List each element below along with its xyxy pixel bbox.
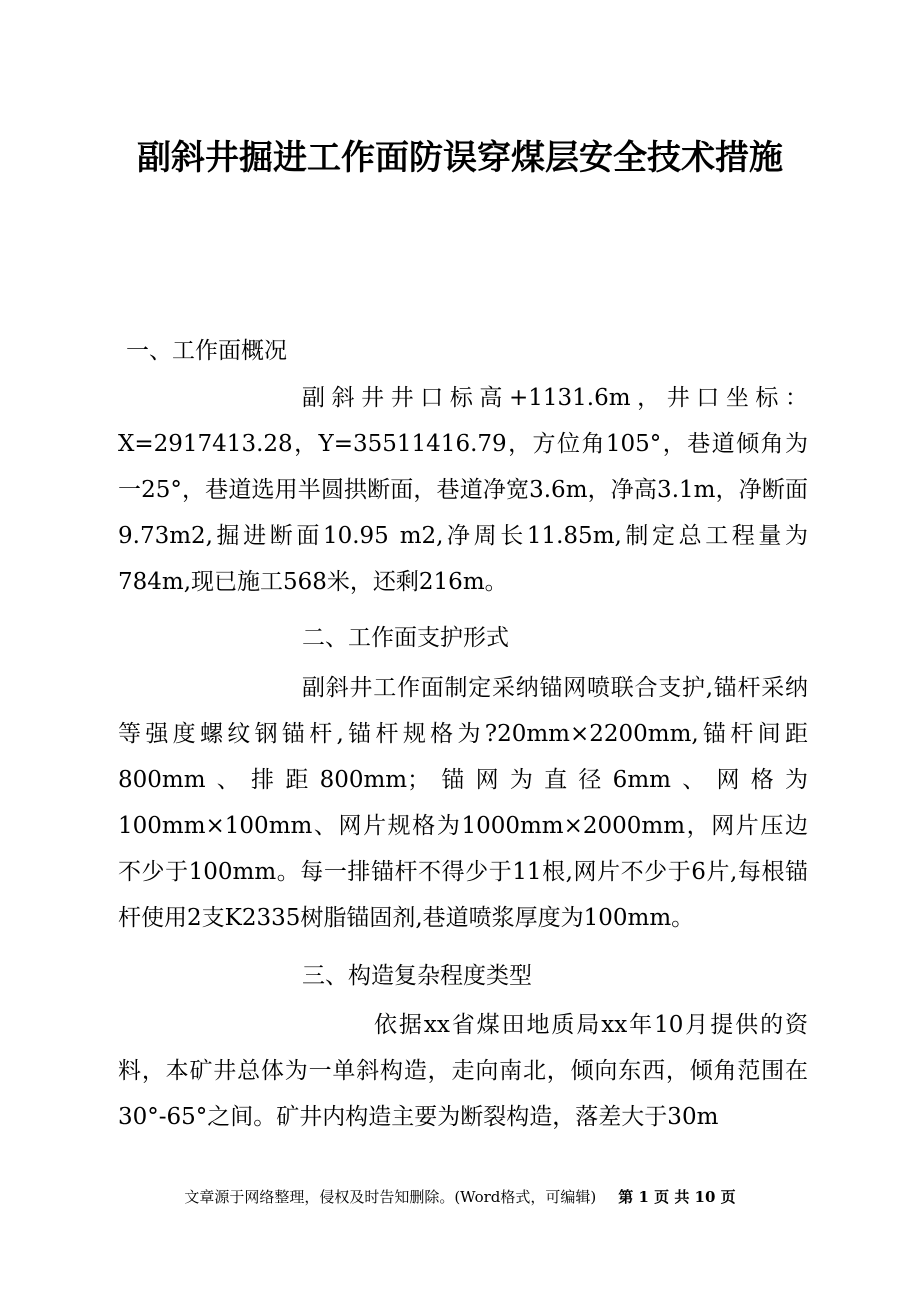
document-title: 副斜井掘进工作面防误穿煤层安全技术措施 [137,138,783,178]
section-2-heading: 二、工作面支护形式 [302,625,509,651]
section-1-body: 副斜井井口标高+1131.6m，井口坐标：X=2917413.28，Y=35511416.79，方位角105°，巷道倾角为一25°，巷道选用半圆拱断面，巷道净宽3.6m，净高3.1m，净断面9.73m2,掘进断面10.95 m2,净周长11.85m,制定总工程量为784m,现已施工568米，还剩216m。 [118,385,808,595]
section-2-body: 副斜井工作面制定采纳锚网喷联合支护,锚杆采纳等强度螺纹钢锚杆,锚杆规格为?20mm×2200mm,锚杆间距800mm、排距800mm；锚网为直径6mm、网格为100mm×100mm、网片规格为1000mm×2000mm，网片压边不少于100mm。每一排锚杆不得少于11根,网片不少于6片,每根锚杆使用2支K2335树脂锚固剂,巷道喷浆厚度为100mm。 [118,675,808,931]
page-number: 第 1 页 共 10 页 [618,1188,736,1206]
section-3-body: 依据xx省煤田地质局xx年10月提供的资料，本矿井总体为一单斜构造，走向南北，倾向东西，倾角范围在30°-65°之间。矿井内构造主要为断裂构造，落差大于30m [118,1012,808,1130]
section-3-heading: 三、构造复杂程度类型 [302,963,532,989]
footer-note: 文章源于网络整理，侵权及时告知删除。(Word格式，可编辑) [184,1188,597,1206]
section-1-heading: 一、工作面概况 [126,338,287,364]
page-footer [0,1183,920,1211]
